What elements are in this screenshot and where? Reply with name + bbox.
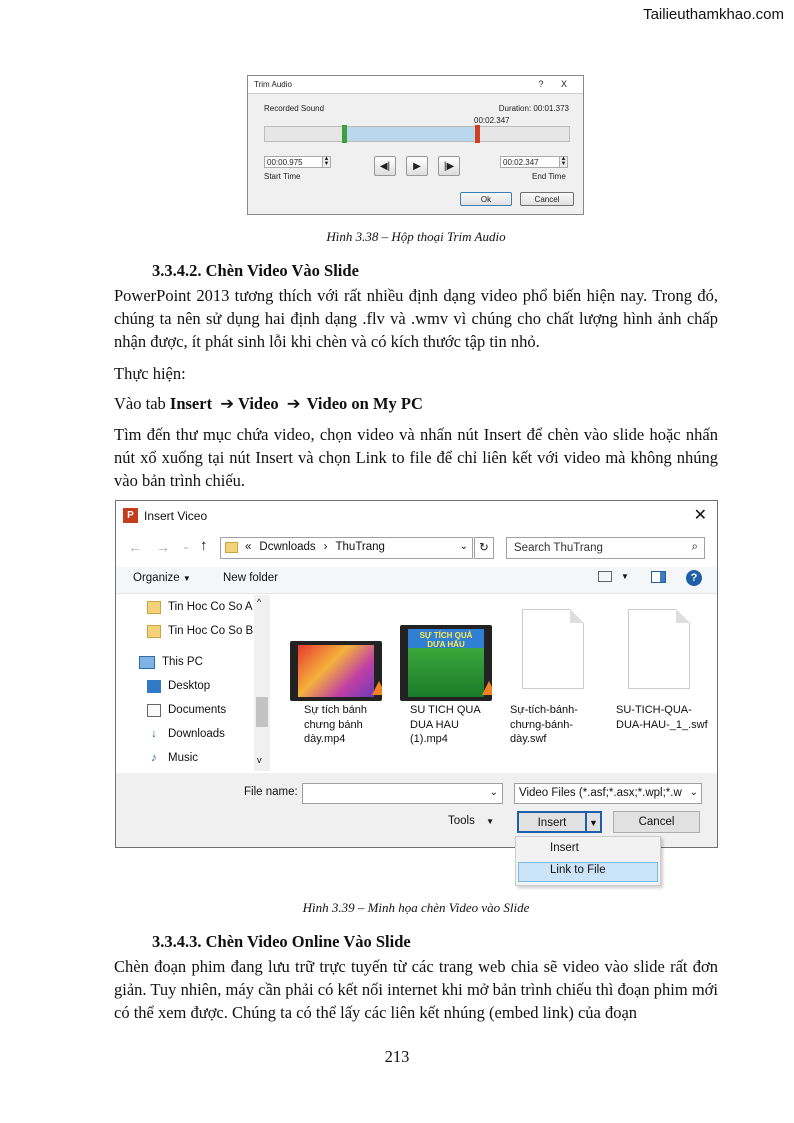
- back-icon[interactable]: ←: [128, 539, 142, 555]
- menu-item-link-to-file[interactable]: Link to File: [550, 864, 606, 876]
- recorded-label: Recorded Sound: [264, 104, 325, 113]
- previous-frame-button[interactable]: ◀|: [374, 156, 396, 176]
- nav-item-tin-hoc-a[interactable]: [147, 596, 253, 618]
- insert-button[interactable]: Insert: [517, 811, 587, 833]
- paragraph-instructions: Tìm đến thư mục chứa video, chọn video và nhấn nút Insert để chèn vào slide hoặc nhấn nút xổ xuống tại nút Insert và chọn Link to file để chỉ liên kết với video mà không nhúng vào bản trình chiếu.: [114, 425, 718, 490]
- play-button[interactable]: ▶: [406, 156, 428, 176]
- breadcrumb-thutrang[interactable]: ThuTrang: [335, 541, 385, 553]
- breadcrumb-separator: ›: [323, 541, 328, 553]
- waveform-track[interactable]: [264, 126, 570, 142]
- recent-chevron-icon[interactable]: ⌄: [182, 541, 190, 551]
- heading-3-3-4-3: 3.3.4.3. Chèn Video Online Vào Slide: [152, 932, 411, 951]
- paragraph-thuc-hien: Thực hiện:: [114, 364, 186, 383]
- thumbnail-title: SỰ TÍCH QUẢ DƯA HẤU: [419, 631, 473, 649]
- forward-icon[interactable]: →: [156, 539, 170, 555]
- next-frame-button[interactable]: |▶: [438, 156, 460, 176]
- vlc-icon: [372, 681, 382, 695]
- powerpoint-icon: P: [123, 508, 138, 523]
- file-item[interactable]: [396, 595, 496, 755]
- up-icon[interactable]: ↑: [200, 537, 208, 554]
- folder-icon: [225, 542, 238, 553]
- shared-folder-icon: [147, 601, 161, 614]
- view-dropdown-icon[interactable]: ▼: [621, 572, 629, 581]
- nav-item-documents[interactable]: [147, 699, 226, 721]
- documents-icon: [147, 704, 161, 717]
- duration-label: Duration: 00:01.373: [498, 104, 569, 113]
- file-type-value: Video Files (*.asf;*.asx;*.wpl;*.w: [519, 787, 682, 799]
- close-icon[interactable]: X: [560, 79, 567, 89]
- chevron-down-icon[interactable]: ⌄: [459, 541, 468, 552]
- caption-3-38: Hình 3.38 – Hộp thoại Trim Audio: [326, 229, 506, 244]
- scroll-up-icon[interactable]: ^: [257, 597, 262, 607]
- download-icon: ↓: [151, 727, 157, 740]
- organize-label: Organize: [133, 572, 180, 584]
- end-handle[interactable]: [475, 125, 480, 143]
- file-name: SU-TICH-QUA-DUA-HAU-_1_.swf: [616, 704, 708, 731]
- nav-scrollbar[interactable]: [254, 595, 270, 771]
- trim-cancel-button[interactable]: Cancel: [520, 192, 574, 206]
- arrow-icon: ➔: [286, 394, 301, 413]
- address-bar[interactable]: [220, 537, 473, 559]
- preview-pane-icon[interactable]: [651, 571, 666, 583]
- start-time-label: Start Time: [264, 172, 301, 181]
- desktop-icon: [147, 680, 161, 693]
- nav-label: Tin Hoc Co So B: [168, 625, 254, 637]
- insert-dialog-title: Insert Viceo: [144, 509, 208, 523]
- help-icon[interactable]: ?: [538, 79, 544, 89]
- cancel-button[interactable]: Cancel: [613, 811, 700, 833]
- end-spinner[interactable]: ▲ ▼: [560, 156, 567, 167]
- nav-label: Tin Hoc Co So A: [168, 601, 253, 613]
- computer-icon: [139, 656, 155, 669]
- file-item[interactable]: [608, 595, 708, 755]
- breadcrumb-downloads[interactable]: Dcwnloads: [259, 541, 316, 553]
- ok-button[interactable]: Ok: [460, 192, 512, 206]
- paragraph-video-formats: PowerPoint 2013 tương thích với rất nhiều định dạng video phổ biến hiện nay. Trong đó, chúng ta nên sử dụng hai định dạng .flv và .wmv vì chúng cho chất lượng hình ảnh chấp nhận được, ít phát sinh lỗi khi chèn và có kích thước tập tin nhỏ.: [114, 286, 718, 351]
- step-video: Video: [238, 394, 279, 413]
- marker-time: 00:02.347: [474, 116, 510, 125]
- insert-video-dialog: [115, 500, 718, 848]
- organize-button[interactable]: Organize ▼: [133, 572, 191, 584]
- refresh-icon[interactable]: ↻: [474, 537, 494, 559]
- trim-title: Trim Audio: [254, 80, 292, 89]
- search-input[interactable]: [506, 537, 705, 559]
- page-number: 213: [384, 1047, 410, 1066]
- insert-split-dropdown-icon[interactable]: ▼: [587, 811, 602, 833]
- scroll-down-icon[interactable]: v: [257, 755, 262, 765]
- nav-item-downloads[interactable]: [147, 723, 225, 745]
- watermark: Tailieuthamkhao.com: [643, 6, 784, 23]
- search-placeholder: Search ThuTrang: [514, 542, 603, 554]
- file-item[interactable]: [502, 595, 602, 755]
- file-name: Sự-tích-bánh-chưng-bánh-dày.swf: [510, 704, 578, 745]
- search-icon: ⌕: [691, 541, 698, 553]
- new-folder-button[interactable]: New folder: [223, 572, 278, 584]
- nav-label: Music: [168, 752, 199, 764]
- trim-audio-dialog: [247, 75, 584, 215]
- file-name: Sự tích bánh chưng bánh dày.mp4: [304, 704, 368, 745]
- paragraph-online-video: Chèn đoạn phim đang lưu trữ trực tuyến từ các trang web chia sẽ video vào slide rất đơn giản. Tuy nhiên, máy cần phải có kết nối internet khi mở bản trình chiếu thì đoạn phim mới có thể xem được. Chúng ta có thể lấy các liên kết nhúng (embed link) của đoạn: [114, 957, 718, 1022]
- file-name-input[interactable]: [302, 783, 503, 804]
- document-icon: [522, 609, 584, 689]
- nav-item-desktop[interactable]: [147, 675, 210, 697]
- end-time-field[interactable]: 00:02.347: [500, 156, 560, 168]
- nav-label: This PC: [162, 656, 203, 668]
- navigation-pane: [116, 595, 272, 773]
- menu-item-insert[interactable]: Insert: [550, 842, 579, 854]
- music-icon: ♪: [151, 751, 157, 764]
- tools-button[interactable]: Tools ▼: [448, 815, 494, 827]
- step-insert: Insert: [169, 394, 213, 413]
- start-time-field[interactable]: 00:00.975: [264, 156, 324, 168]
- vlc-icon: [482, 681, 492, 695]
- heading-3-3-4-2: 3.3.4.2. Chèn Video Vào Slide: [152, 261, 359, 280]
- insert-dropdown-menu: [515, 836, 661, 886]
- breadcrumb-overflow[interactable]: «: [245, 541, 252, 553]
- tools-label: Tools: [448, 815, 475, 827]
- help-icon[interactable]: ?: [686, 570, 702, 586]
- file-item[interactable]: [290, 595, 390, 755]
- file-type-select[interactable]: [514, 783, 702, 804]
- breadcrumb: [245, 541, 385, 553]
- start-handle[interactable]: [342, 125, 347, 143]
- nav-item-this-pc[interactable]: [139, 651, 203, 673]
- nav-label: Desktop: [168, 680, 211, 692]
- caption-3-39: Hình 3.39 – Minh họa chèn Video vào Slide: [302, 900, 530, 915]
- shared-folder-icon: [147, 625, 161, 638]
- file-list: [274, 595, 716, 771]
- steps-prefix: Vào tab: [114, 394, 170, 413]
- arrow-icon: ➔: [220, 394, 235, 413]
- nav-label: Downloads: [168, 728, 225, 740]
- close-icon[interactable]: ✕: [693, 507, 707, 524]
- end-time-label: End Time: [532, 172, 566, 181]
- view-icon[interactable]: [598, 571, 612, 582]
- video-thumbnail: [400, 625, 492, 701]
- nav-label: Documents: [168, 704, 227, 716]
- file-name-label: File name:: [244, 786, 298, 798]
- chevron-down-icon[interactable]: ⌄: [489, 787, 498, 798]
- nav-item-music[interactable]: [147, 747, 198, 769]
- document-icon: [628, 609, 690, 689]
- start-spinner[interactable]: ▲ ▼: [323, 156, 330, 167]
- video-thumbnail: [290, 641, 382, 701]
- step-video-on-pc: Video on My PC: [306, 394, 423, 413]
- chevron-down-icon[interactable]: ⌄: [689, 787, 698, 798]
- scroll-thumb[interactable]: [256, 697, 268, 727]
- nav-item-tin-hoc-b[interactable]: [147, 620, 253, 642]
- paragraph-steps: [114, 392, 718, 415]
- file-name: SU TICH QUA DUA HAU (1).mp4: [410, 704, 481, 745]
